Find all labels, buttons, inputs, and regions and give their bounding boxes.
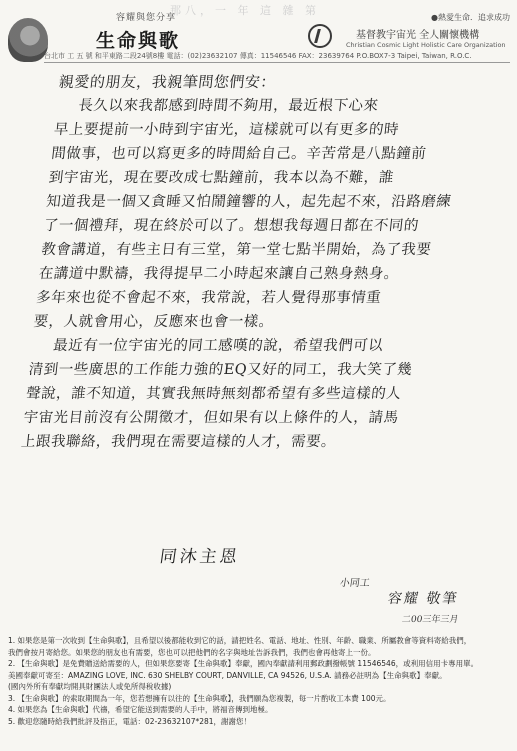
note-line: 我們會按月寄給您。如果您的朋友也有需要，您也可以把他們的名字與地址告訴我們，我們也會再他寄上一份。 bbox=[8, 647, 376, 657]
letterhead-address: 台北市 工 五 號 和平東路二段24號8樓 電話：(02)23632107 傳真：11546546 FAX：23639764 P.O.BOX7-3 Taipei, Taiwan, R.O.C. bbox=[44, 52, 472, 60]
letter-line: 宇宙光目前沒有公開徵才，但如果有以上條件的人，請馬 bbox=[22, 410, 400, 426]
note-line: 美國奉獻可寄至：AMAZING LOVE, INC. 630 SHELBY COURT, DANVILLE, CA 94526, U.S.A. 請務必註明為【生命與歌】奉獻。 bbox=[8, 670, 447, 680]
note-line: 4. 如果您為【生命與歌】代禱，希望它能送到需要的人手中，將福音傳到地極。 bbox=[8, 705, 273, 714]
letter-line: 聲說，誰不知道，其實我無時無刻都希望有多些這樣的人 bbox=[25, 386, 402, 402]
letterhead-tagline: 容耀與您分享 bbox=[116, 13, 177, 23]
org-name: 基督教宇宙光 全人關懷機構 bbox=[356, 30, 480, 41]
letter-line: 清到一些廣思的工作能力強的EQ又好的同工，我大笑了幾 bbox=[27, 362, 413, 378]
note-line: 3. 【生命與歌】的索取期間為一年，您若想擁有以往的【生命與歌】，我們願為您複製，每一片酌收工本費 100元。 bbox=[8, 693, 391, 703]
note-line: 2. 【生命與歌】是免費贈送給需要的人，但如果您要寄【生命與歌】奉獻，國內奉獻請利用郵政劃撥帳號 11546546，或利用信用卡專用單。 bbox=[8, 659, 479, 668]
signature-title: 小同工 bbox=[338, 578, 371, 589]
note-line: (國內外所有奉獻均開具財團法人或免所得稅收據) bbox=[8, 682, 172, 691]
letter-line: 了一個禮拜，現在終於可以了。想想我每週日都在不同的 bbox=[42, 218, 420, 234]
letter-line: 知道我是一個又貪睡又怕鬧鐘響的人，起先起不來，沿路磨練 bbox=[45, 194, 453, 210]
letterhead-motto: ●熱愛生命．追求成功 bbox=[431, 13, 510, 22]
letter-line: 在講道中默禱，我得提早二小時起來讓自己熟身熱身。 bbox=[37, 266, 400, 282]
letter-line: 間做事，也可以寫更多的時間給自己。辛苦常是八點鐘前 bbox=[50, 146, 428, 162]
letterhead-right bbox=[300, 12, 510, 72]
letter-body bbox=[20, 70, 517, 454]
letter-line: 要，人就會用心，反應來也會一樣。 bbox=[32, 314, 275, 330]
letter-closing: 同沐主恩 bbox=[158, 547, 242, 567]
letter-greeting: 親愛的朋友，我親筆問您們安： bbox=[57, 73, 277, 91]
letterhead-divider bbox=[44, 62, 510, 63]
letterhead-title: 生命與歌 bbox=[96, 30, 181, 52]
letter-line: 到宇宙光，現在要改成七點鐘前，我本以為不難，誰 bbox=[47, 170, 395, 186]
signature-name: 容耀 敬筆 bbox=[386, 591, 460, 607]
faint-heading: 那八，一 年 這 雜 第 bbox=[170, 4, 320, 17]
letter-line: 最近有一位宇宙光的同工感嘆的說，希望我們可以 bbox=[52, 338, 385, 354]
footer-notes bbox=[8, 635, 513, 727]
letter-line: 上跟我聯絡，我們現在需要這樣的人才，需要。 bbox=[20, 434, 337, 450]
letter-date: 二00三年三月 bbox=[401, 615, 459, 625]
letter-line: 多年來也從不會起不來，我常說，若人覺得那事情重 bbox=[35, 290, 383, 306]
note-line: 1. 如果您是第一次收到【生命與歌】，且希望以後都能收到它的話，請把姓名、電話、地址、性別、年齡、職業、所屬教會等資料寄給我們， bbox=[8, 636, 472, 645]
note-line: 5. 歡迎您隨時給我們批評及指正，電話：02-23632107*281，謝謝您！ bbox=[8, 716, 252, 726]
org-name-english: Christian Cosmic Light Holistic Care Organization bbox=[346, 41, 506, 49]
letter-line: 長久以來我都感到時間不夠用，最近根下心來 bbox=[77, 98, 380, 114]
letter-line: 教會講道，有些主日有三堂，第一堂七點半開始，為了我要 bbox=[40, 242, 433, 258]
org-logo-icon bbox=[308, 24, 332, 48]
portrait-photo bbox=[8, 18, 48, 62]
letter-line: 早上要提前一小時到宇宙光，這樣就可以有更多的時 bbox=[53, 122, 400, 138]
